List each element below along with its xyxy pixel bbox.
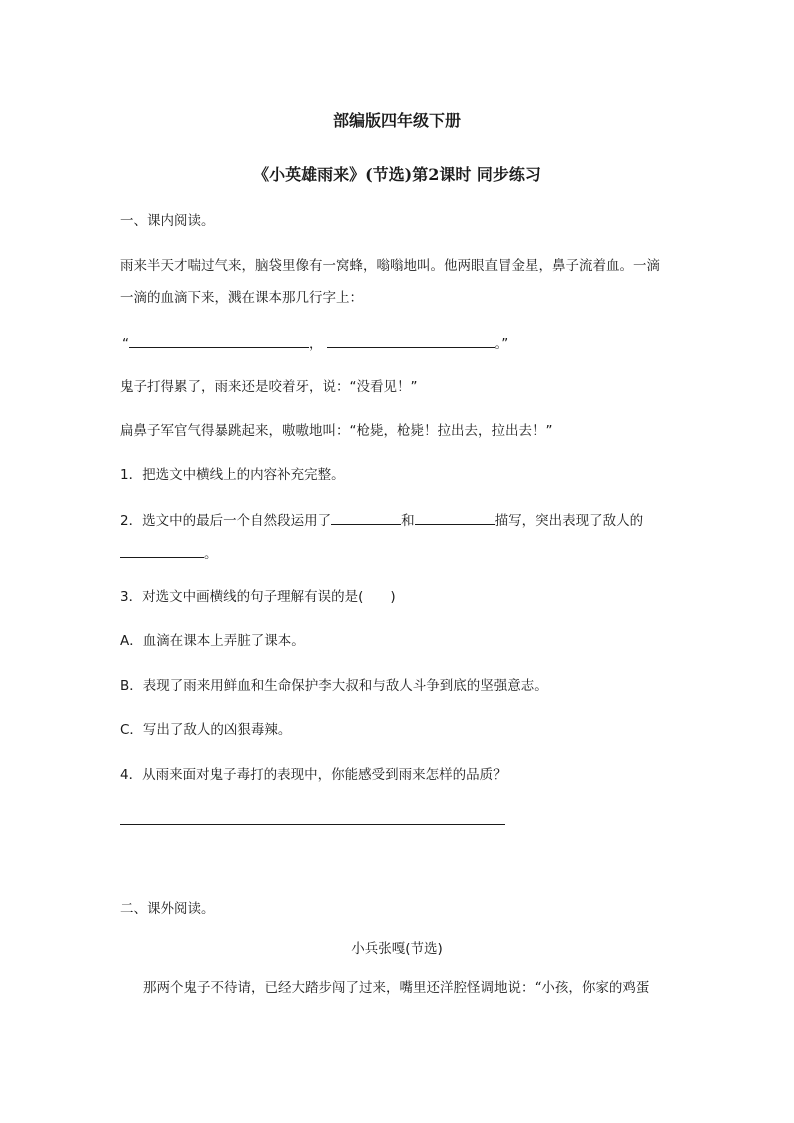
fill-blank[interactable] — [331, 510, 401, 525]
quote-close-mark: 。” — [494, 336, 509, 352]
quote-comma: ， — [309, 336, 323, 352]
passage-line: 鬼子打得累了，雨来还是咬着牙，说：“没看见！” — [120, 379, 418, 395]
document-subtitle: 《小英雄雨来》(节选)第2课时 同步练习 — [253, 165, 541, 184]
option-c: C．写出了敌人的凶狠毒辣。 — [120, 722, 292, 738]
option-a: A．血滴在课本上弄脏了课本。 — [120, 633, 305, 649]
quote-open-mark: “ — [122, 336, 129, 352]
section-heading-extracurricular: 二、课外阅读。 — [120, 901, 215, 917]
passage-line: 雨来半天才喘过气来，脑袋里像有一窝蜂，嗡嗡地叫。他两眼直冒金星，鼻子流着血。一滴 — [120, 258, 660, 274]
option-b: B．表现了雨来用鲜血和生命保护李大叔和与敌人斗争到底的坚强意志。 — [120, 678, 548, 694]
passage-line: 扁鼻子军官气得暴跳起来，嗷嗷地叫：“枪毙，枪毙！拉出去，拉出去！” — [120, 423, 553, 439]
fill-blank[interactable] — [120, 543, 204, 558]
story-title: 小兵张嘎(节选) — [351, 941, 443, 957]
question-2-continued: 。 — [120, 543, 218, 564]
fill-blank[interactable] — [327, 333, 495, 348]
fill-blank[interactable] — [129, 333, 309, 348]
question-4: 4．从雨来面对鬼子毒打的表现中，你能感受到雨来怎样的品质？ — [120, 767, 507, 783]
question-3: 3．对选文中画横线的句子理解有误的是( ) — [120, 589, 396, 605]
question-2: 2．选文中的最后一个自然段运用了 和 描写，突出表现了敌人的 — [120, 510, 643, 531]
story-line: 那两个鬼子不待请，已经大踏步闯了过来，嘴里还洋腔怪调地说：“小孩，你家的鸡蛋 — [143, 980, 650, 996]
passage-line: 一滴的血滴下来，溅在课本那几行字上： — [120, 290, 363, 306]
document-title: 部编版四年级下册 — [332, 111, 461, 130]
question-1: 1．把选文中横线上的内容补充完整。 — [120, 467, 345, 483]
quote-blank-line — [122, 333, 508, 354]
section-heading-in-class: 一、课内阅读。 — [120, 213, 215, 229]
fill-blank[interactable] — [415, 510, 495, 525]
answer-line[interactable] — [120, 824, 505, 825]
